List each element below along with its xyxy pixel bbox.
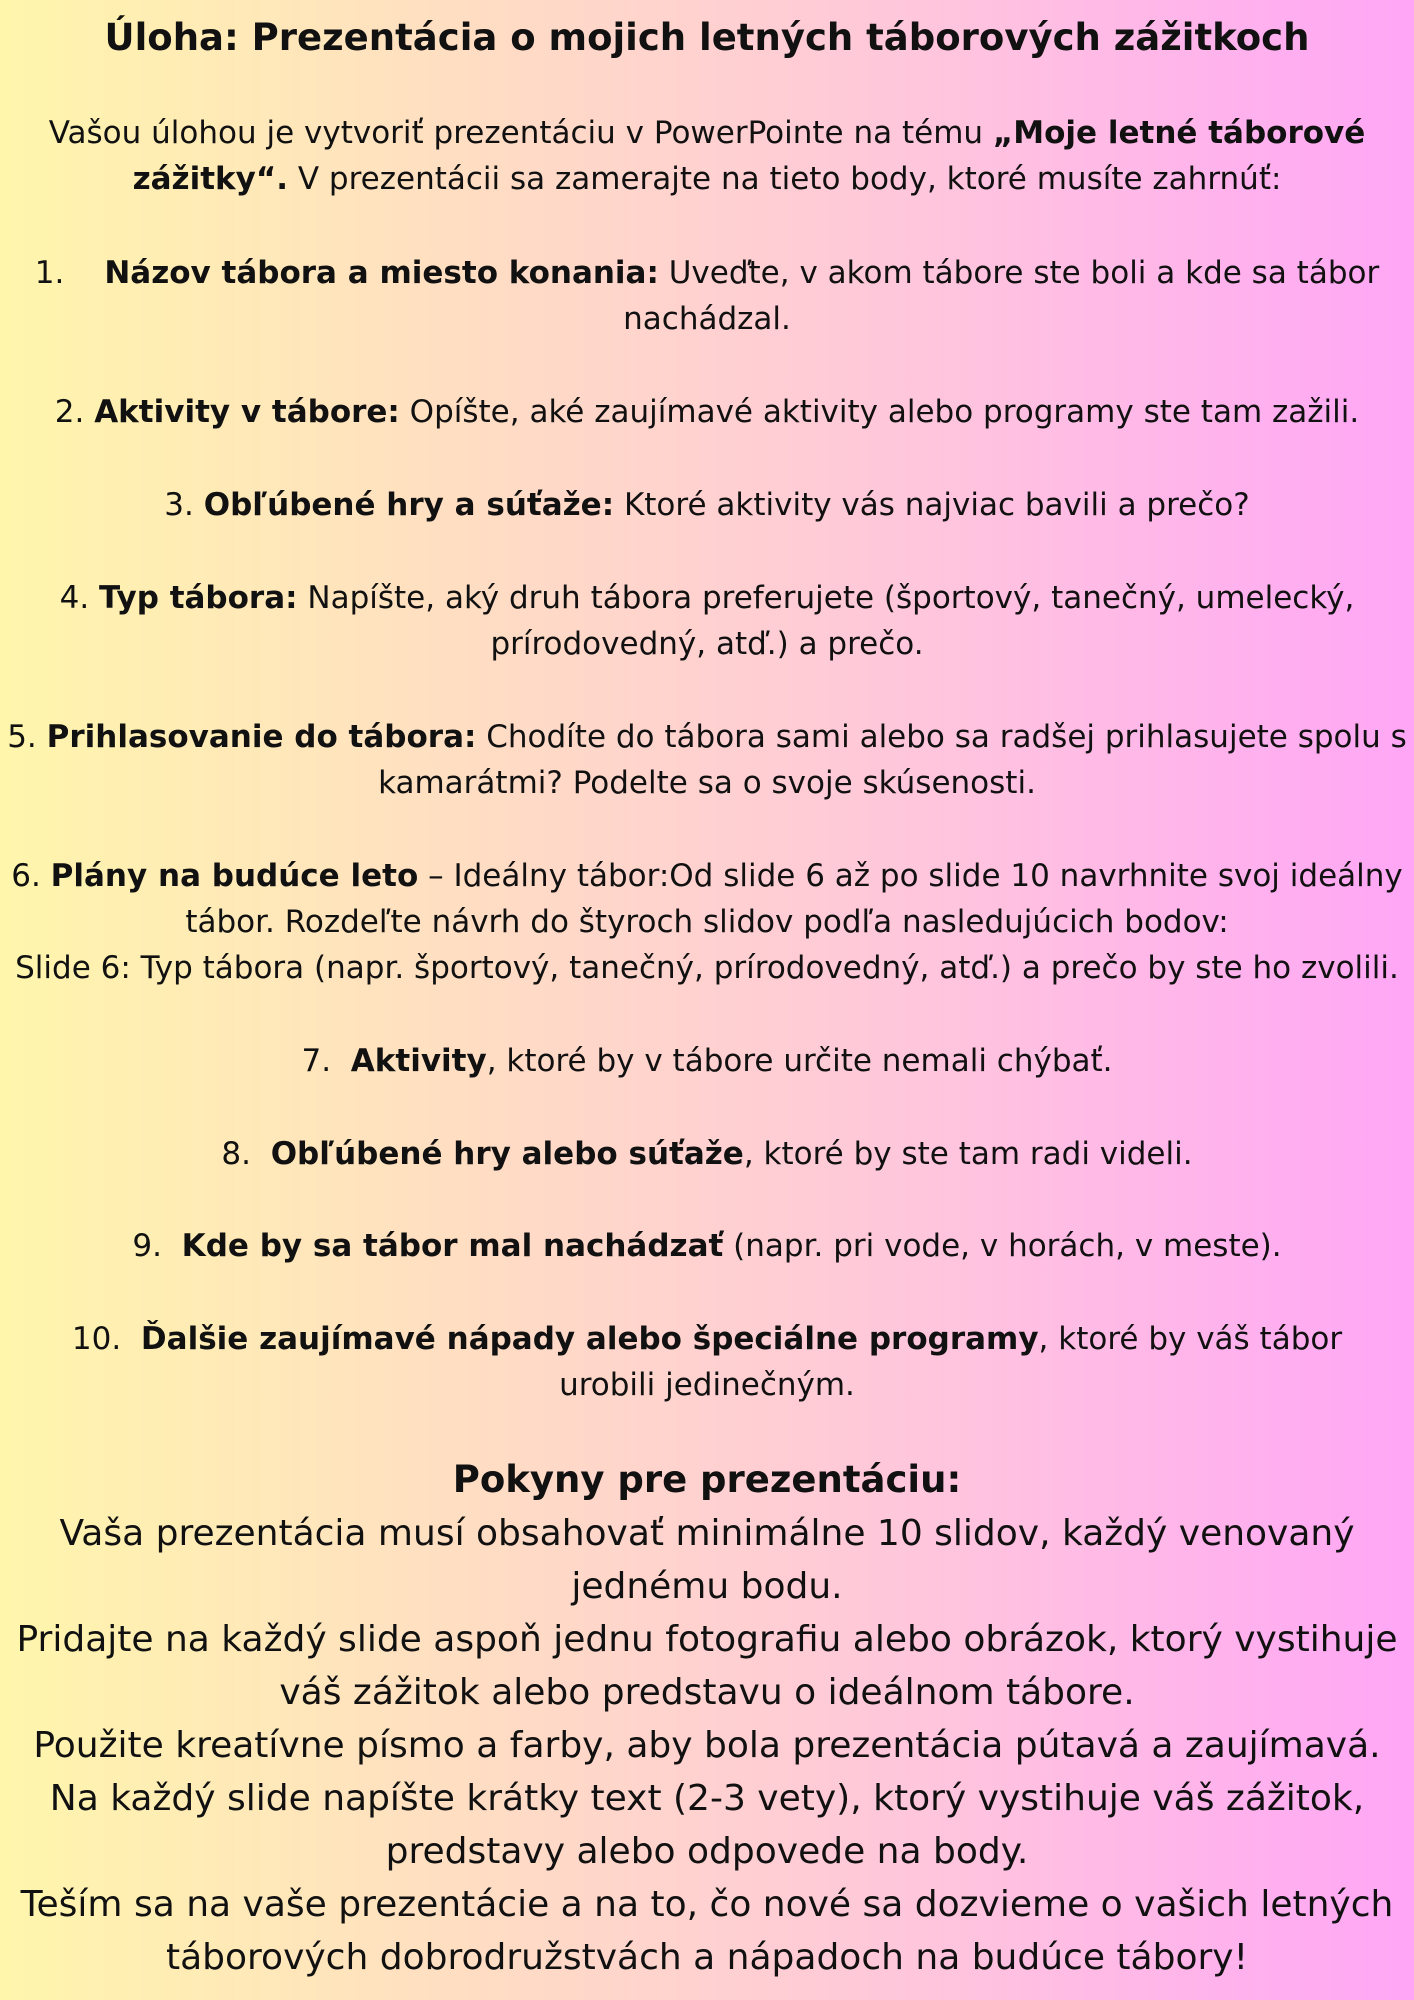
list-item-text: Opíšte, aké zaujímavé aktivity alebo programy ste tam zažili.	[399, 394, 1360, 430]
list-item-text: Ktoré aktivity vás najviac bavili a prečo?	[614, 487, 1250, 523]
list-item-number: 6.	[11, 858, 41, 894]
list-item	[30, 575, 1384, 667]
list-item	[0, 1131, 1414, 1177]
list-item-label: Obľúbené hry a súťaže:	[203, 487, 615, 523]
list-item-number: 2.	[54, 394, 85, 430]
instruction-line: Pridajte na každý slide aspoň jednu fotografiu alebo obrázok, ktorý vystihuje váš zážitok alebo predstavu o ideálnom tábore.	[16, 1619, 1398, 1713]
intro-paragraph	[20, 110, 1394, 202]
list-item-label: Typ tábora:	[99, 580, 298, 616]
list-item-number: 5.	[7, 719, 37, 755]
list-item-text: Chodíte do tábora sami alebo sa radšej prihlasujete spolu s kamarátmi? Podelte sa o svoje skúsenosti.	[378, 719, 1407, 801]
list-item-number: 4.	[59, 580, 90, 616]
instruction-line: Vaša prezentácia musí obsahovať minimálne 10 slidov, každý venovaný jednému bodu.	[59, 1513, 1355, 1607]
intro-topic: „Moje letné táborové zážitky“.	[132, 115, 1366, 197]
list-item-label: Prihlasovanie do tábora:	[46, 719, 477, 755]
page-title: Úloha: Prezentácia o mojich letných táborových zážitkoch	[104, 16, 1310, 59]
instruction-line: Použite kreatívne písmo a farby, aby bola prezentácia pútavá a zaujímavá.	[33, 1725, 1381, 1766]
list-item-label: Kde by sa tábor mal nachádzať	[181, 1228, 724, 1264]
list-item	[0, 1223, 1414, 1269]
list-item-text: , ktoré by v tábore určite nemali chýbať.	[486, 1043, 1113, 1079]
list-item-number: 10.	[71, 1321, 122, 1357]
list-item-label: Plány na budúce leto	[50, 858, 419, 894]
list-item-number: 8.	[221, 1136, 251, 1172]
list-item-label: Aktivity v tábore:	[94, 394, 400, 430]
list-item	[0, 389, 1414, 435]
list-item-text: (napr. pri vode, v horách, v meste).	[723, 1228, 1282, 1264]
list-item-number: 9.	[132, 1228, 162, 1264]
list-item-text: , ktoré by váš tábor urobili jedinečným.	[559, 1321, 1343, 1403]
list-item-text: Uveďte, v akom tábore ste boli a kde sa tábor nachádzal.	[623, 255, 1380, 337]
instructions-body	[0, 1507, 1414, 1984]
list-item-label: Aktivity	[350, 1043, 487, 1079]
list-item-text: Napíšte, aký druh tábora preferujete (športový, tanečný, umelecký, prírodovedný, atď.) a prečo.	[297, 580, 1355, 662]
intro-text-before: Vašou úlohou je vytvoriť prezentáciu v PowerPointe na tému	[48, 115, 993, 151]
list-item-number: 1.	[34, 255, 65, 291]
list-item	[0, 1038, 1414, 1084]
instruction-line: Teším sa na vaše prezentácie a na to, čo nové sa dozvieme o vašich letných táborových dobrodružstvách a nápadoch na budúce tábory!	[20, 1884, 1394, 1978]
list-item-text: – Ideálny tábor:Od slide 6 až po slide 10 navrhnite svoj ideálny tábor. Rozdeľte návrh do štyroch slidov podľa nasledujúcich bodov:	[185, 858, 1403, 940]
list-item-label: Ďalšie zaujímavé nápady alebo špeciálne programy	[140, 1321, 1039, 1357]
list-item	[0, 250, 1414, 342]
list-item	[0, 482, 1414, 528]
list-item-text: , ktoré by ste tam radi videli.	[743, 1136, 1193, 1172]
list-item-number: 3.	[164, 487, 194, 523]
list-item	[20, 1316, 1394, 1408]
list-item-label: Názov tábora a miesto konania:	[104, 255, 659, 291]
intro-text-after: V prezentácii sa zamerajte na tieto body, ktoré musíte zahrnúť:	[288, 161, 1282, 197]
list-item	[0, 714, 1414, 806]
list-item-number: 7.	[301, 1043, 332, 1079]
list-item-extra: Slide 6: Typ tábora (napr. športový, tanečný, prírodovedný, atď.) a prečo by ste ho zvolili.	[15, 950, 1399, 986]
list-item	[0, 853, 1414, 991]
instructions-heading: Pokyny pre prezentáciu:	[452, 1458, 962, 1501]
list-item-label: Obľúbené hry alebo súťaže	[270, 1136, 744, 1172]
instruction-line: Na každý slide napíšte krátky text (2-3 vety), ktorý vystihuje váš zážitok, predstavy alebo odpovede na body.	[49, 1778, 1365, 1872]
